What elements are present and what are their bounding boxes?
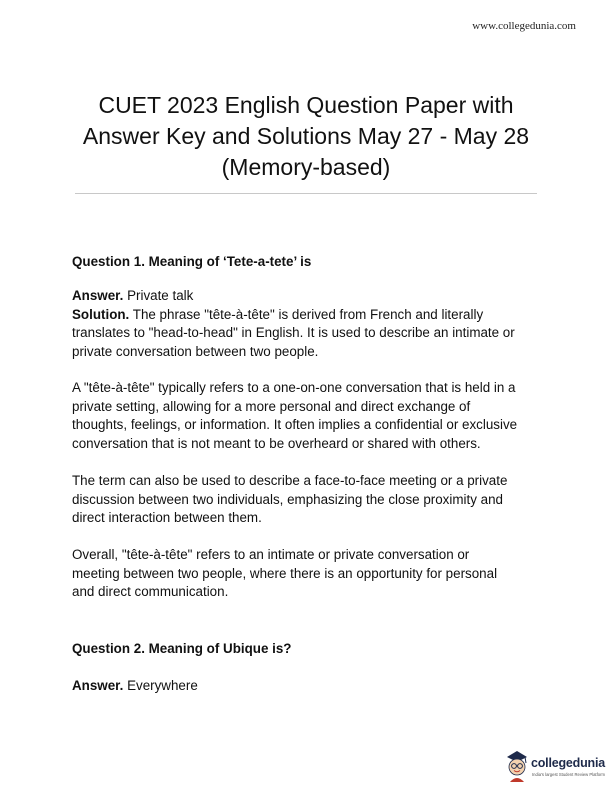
answer-label: Answer. bbox=[72, 678, 124, 693]
solution-label: Solution. bbox=[72, 306, 130, 322]
paragraph-2 bbox=[72, 379, 552, 453]
paragraph-line: and direct communication. bbox=[72, 584, 229, 599]
collegedunia-logo bbox=[504, 748, 612, 788]
paragraph-line: discussion between two individuals, emphasizing the close proximity and bbox=[72, 491, 503, 507]
title-divider bbox=[75, 193, 537, 194]
solution-line bbox=[72, 306, 552, 325]
question-2: Question 2. Meaning of Ubique is? bbox=[72, 641, 292, 656]
answer-label: Answer. bbox=[72, 288, 124, 303]
title-line: Answer Key and Solutions May 27 - May 28 bbox=[82, 123, 530, 149]
question-2-answer-block bbox=[72, 677, 552, 696]
title-line: CUET 2023 English Question Paper with bbox=[98, 92, 514, 118]
solution-text: The phrase "tête-à-tête" is derived from French and literally bbox=[129, 306, 484, 322]
question-1-answer-block bbox=[72, 287, 552, 361]
paragraph-line: private setting, allowing for a more personal and direct exchange of bbox=[72, 398, 471, 414]
paragraph-line: meeting between two people, where there is an opportunity for personal bbox=[72, 565, 498, 581]
answer-text: Private talk bbox=[123, 288, 194, 303]
paragraph-3 bbox=[72, 472, 552, 528]
paragraph-line: conversation that is not meant to be overheard or shared with others. bbox=[72, 435, 481, 451]
mascot-icon bbox=[504, 748, 530, 782]
solution-line: translates to "head-to-head" in English. It is used to describe an intimate or bbox=[72, 325, 515, 340]
paragraph-line: A "tête-à-tête" typically refers to a one-on-one conversation that is held in a bbox=[72, 380, 516, 395]
answer-line bbox=[72, 287, 552, 306]
question-1: Question 1. Meaning of ‘Tete-a-tete’ is bbox=[72, 254, 312, 269]
solution-line: private conversation between two people. bbox=[72, 343, 319, 359]
paragraph-line: The term can also be used to describe a face-to-face meeting or a private bbox=[72, 473, 508, 488]
paragraph-line: direct interaction between them. bbox=[72, 510, 262, 525]
answer-line bbox=[72, 677, 552, 696]
title-line: (Memory-based) bbox=[221, 154, 391, 180]
page-title bbox=[40, 90, 572, 183]
paragraph-4 bbox=[72, 546, 552, 602]
paragraph-line: thoughts, feelings, or information. It often implies a confidential or exclusive bbox=[72, 417, 518, 432]
logo-brand-text: collegedunia bbox=[531, 756, 606, 770]
site-url: www.collegedunia.com bbox=[472, 20, 576, 32]
answer-text: Everywhere bbox=[123, 678, 198, 693]
logo-tagline: India's largest Student Review Platform bbox=[532, 772, 605, 777]
paragraph-line: Overall, "tête-à-tête" refers to an intimate or private conversation or bbox=[72, 547, 470, 562]
